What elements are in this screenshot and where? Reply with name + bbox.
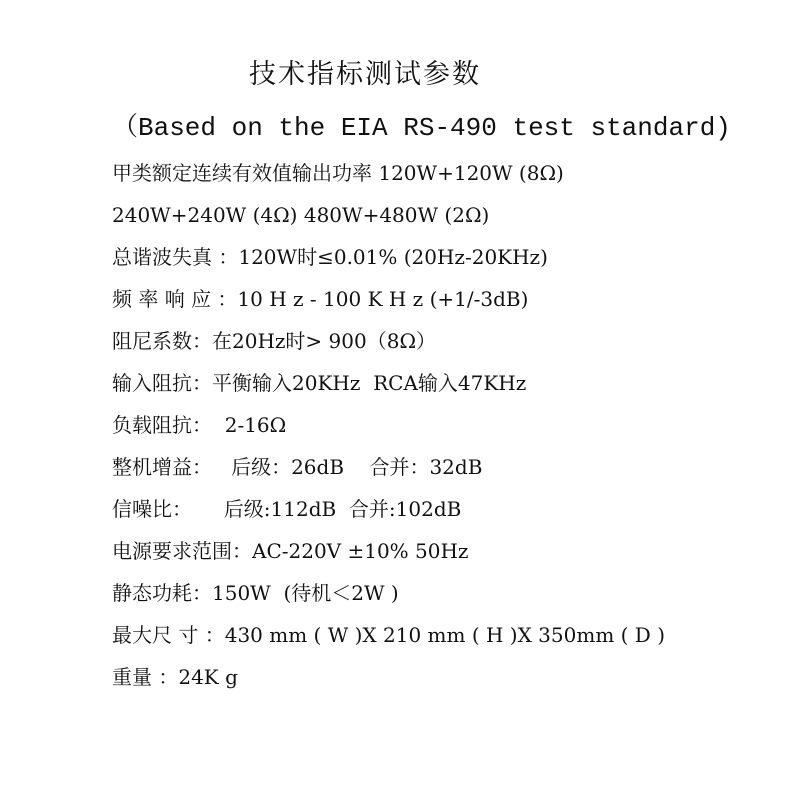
spec-dimensions: 最大尺 寸 ：430 mm ( W )X 210 mm ( H )X 350mm ( D ) <box>112 623 665 647</box>
spec-weight: 重量 ：24K g <box>112 665 238 689</box>
spec-power-supply: 电源要求范围：AC-220V ±10% 50Hz <box>112 539 469 563</box>
page-title: 技术指标测试参数 <box>249 59 481 90</box>
spec-damping-factor: 阻尼系数：在20Hz时> 900（8Ω） <box>112 329 437 353</box>
spec-output-power-low-impedance: 240W+240W (4Ω) 480W+480W (2Ω) <box>112 203 490 227</box>
spec-gain: 整机增益： 后级：26dB 合并：32dB <box>112 455 483 479</box>
page-subtitle: （Based on the EIA RS-490 test standard) <box>112 113 731 143</box>
spec-frequency-response: 频 率 响 应 ：10 H z - 100 K H z (+1/-3dB) <box>112 287 529 311</box>
spec-input-impedance: 输入阻抗：平衡输入20KHz RCA输入47KHz <box>112 371 527 395</box>
spec-list <box>112 152 792 698</box>
spec-output-power: 甲类额定连续有效值输出功率 120W+120W (8Ω) <box>112 161 564 185</box>
spec-snr: 信噪比： 后级:112dB 合并:102dB <box>112 497 462 521</box>
spec-idle-power: 静态功耗：150W (待机＜2W ) <box>112 581 399 605</box>
spec-thd: 总谐波失真 ：120W时≤0.01% (20Hz-20KHz) <box>112 245 548 269</box>
spec-load-impedance: 负载阻抗： 2-16Ω <box>112 413 287 437</box>
